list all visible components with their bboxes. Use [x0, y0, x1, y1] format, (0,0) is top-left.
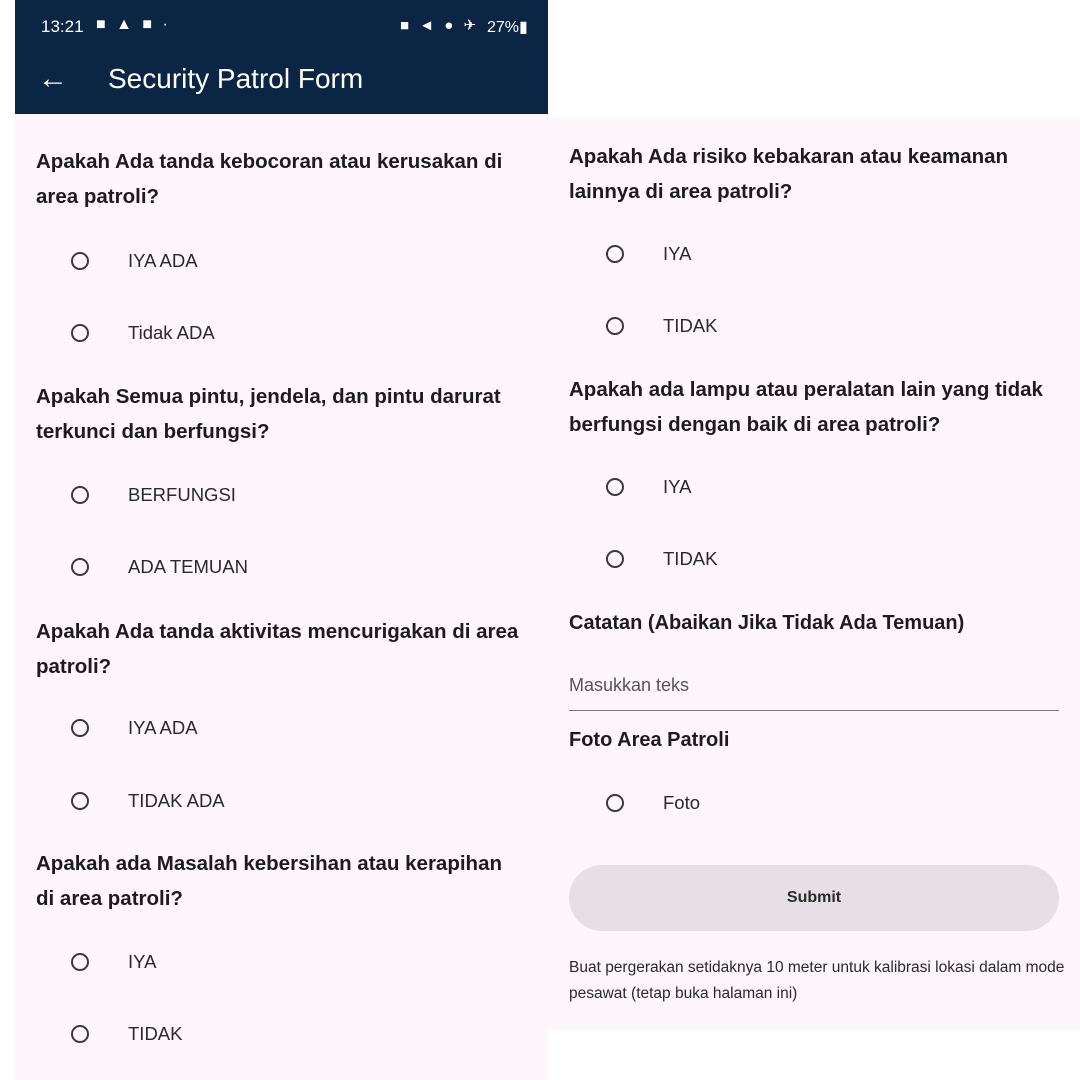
left-form-panel: [15, 0, 548, 1080]
question-suspicious-activity: Apakah Ada tanda aktivitas mencurigakan di area patroli?: [36, 620, 519, 678]
app-bar: [15, 52, 548, 114]
question-cleanliness: Apakah ada Masalah kebersihan atau kerapihan di area patroli?: [36, 852, 502, 910]
calibration-note: Buat pergerakan setidaknya 10 meter untuk kalibrasi lokasi dalam mode pesawat (tetap buka halaman ini): [569, 959, 1065, 1002]
radio-option[interactable]: [69, 547, 248, 587]
radio-option-label: ADA TEMUAN: [128, 556, 248, 577]
right-form-panel: [548, 117, 1080, 1030]
radio-option[interactable]: [69, 313, 215, 353]
radio-button-icon[interactable]: [71, 324, 89, 342]
radio-button-icon[interactable]: [71, 486, 89, 504]
radio-option-label: IYA: [663, 476, 692, 497]
radio-option[interactable]: [69, 241, 198, 281]
radio-option[interactable]: [69, 1014, 182, 1054]
radio-option[interactable]: [69, 781, 225, 821]
notes-label: Catatan (Abaikan Jika Tidak Ada Temuan): [569, 612, 965, 634]
radio-option-label: IYA: [128, 951, 157, 972]
submit-button[interactable]: Submit: [569, 865, 1059, 931]
battery-indicator: 27%▮: [487, 19, 528, 36]
radio-option[interactable]: [69, 942, 156, 982]
notes-input[interactable]: [569, 661, 1059, 711]
radio-option[interactable]: [604, 539, 717, 579]
question-leak-damage: Apakah Ada tanda kebocoran atau kerusakan di area patroli?: [36, 150, 503, 208]
radio-button-icon[interactable]: [71, 719, 89, 737]
radio-button-icon[interactable]: [606, 478, 624, 496]
radio-option-label: IYA ADA: [128, 717, 198, 738]
question-fire-risk: Apakah Ada risiko kebakaran atau keamanan lainnya di area patroli?: [569, 145, 1009, 203]
radio-button-icon[interactable]: [71, 1025, 89, 1043]
radio-option[interactable]: [604, 467, 691, 507]
radio-option-label: Tidak ADA: [128, 322, 215, 343]
radio-option-label: BERFUNGSI: [128, 484, 236, 505]
radio-button-icon[interactable]: [71, 252, 89, 270]
radio-button-icon[interactable]: [606, 550, 624, 568]
radio-option-label: TIDAK: [128, 1023, 183, 1044]
radio-button-icon[interactable]: [71, 558, 89, 576]
radio-option[interactable]: [69, 475, 236, 515]
radio-button-icon[interactable]: [606, 245, 624, 263]
radio-option[interactable]: [604, 234, 691, 274]
radio-option-label: TIDAK: [663, 548, 718, 569]
system-status-icons: ■ ◄ ● ✈: [400, 17, 480, 34]
status-bar: [15, 0, 548, 52]
radio-button-icon[interactable]: [71, 792, 89, 810]
radio-option-label: IYA: [663, 243, 692, 264]
radio-option-label: IYA ADA: [128, 250, 198, 271]
photo-label: Foto Area Patroli: [569, 729, 730, 751]
question-lamps-equipment: Apakah ada lampu atau peralatan lain yang tidak berfungsi dengan baik di area patroli?: [569, 378, 1043, 436]
notification-icons: ■ ▲ ■ ·: [96, 16, 171, 33]
radio-button-icon[interactable]: [606, 794, 624, 812]
question-doors-windows: Apakah Semua pintu, jendela, dan pintu darurat terkunci dan berfungsi?: [36, 385, 501, 443]
radio-option-label: TIDAK ADA: [128, 790, 225, 811]
radio-option-label: Foto: [663, 792, 701, 813]
radio-button-icon[interactable]: [71, 953, 89, 971]
radio-option-label: TIDAK: [663, 315, 718, 336]
back-arrow-icon[interactable]: ←: [38, 62, 68, 95]
page-title: Security Patrol Form: [108, 63, 364, 94]
radio-option[interactable]: [604, 306, 717, 346]
radio-option[interactable]: [69, 708, 198, 748]
photo-radio-option[interactable]: [604, 783, 700, 823]
radio-button-icon[interactable]: [606, 317, 624, 335]
status-time: 13:21: [41, 17, 84, 36]
